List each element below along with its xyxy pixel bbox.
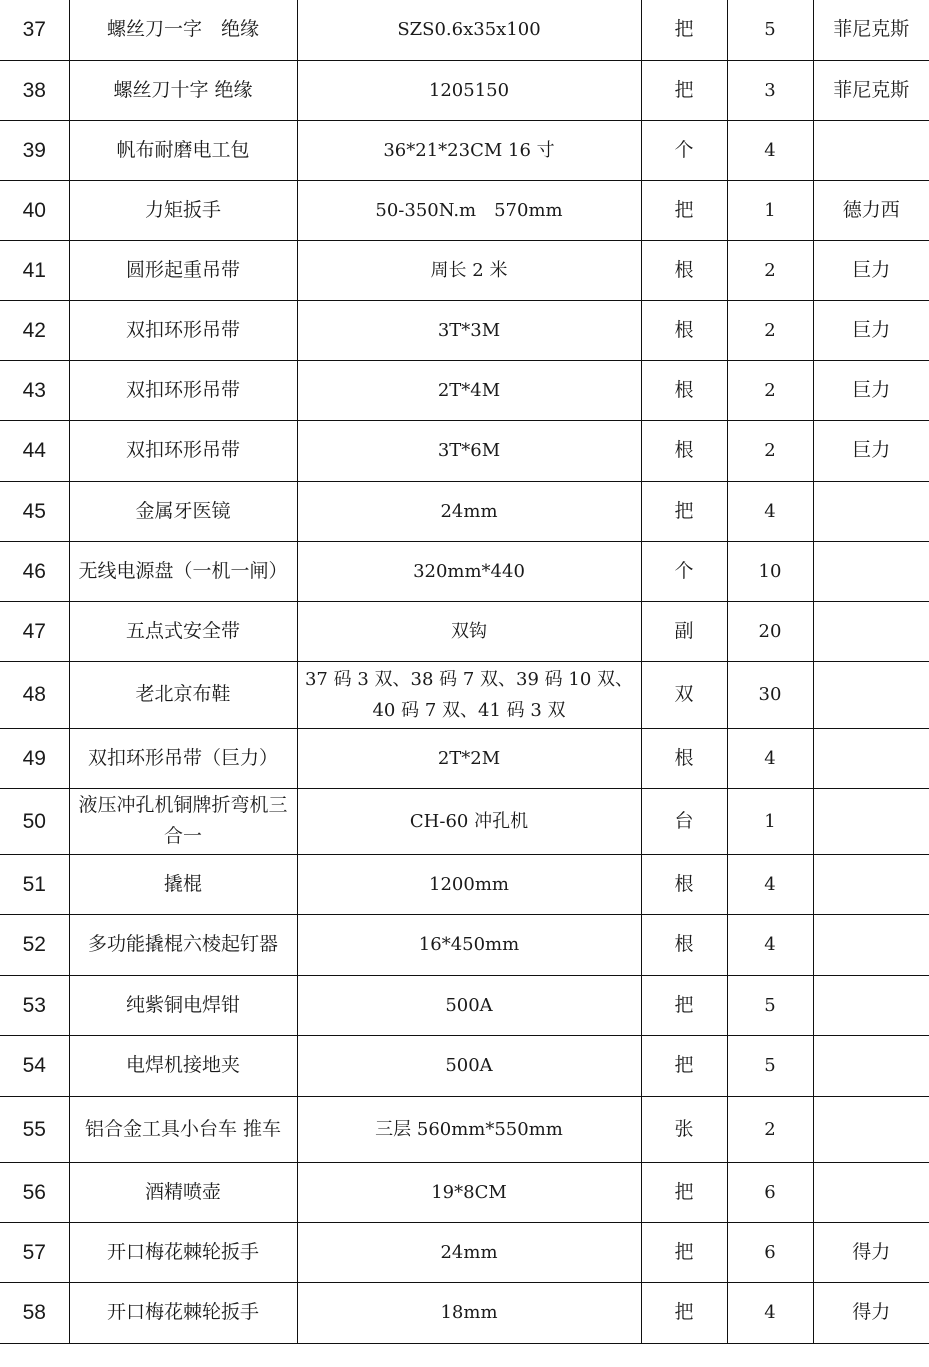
row-number-cell: 45 (0, 481, 69, 541)
table-row (0, 1282, 929, 1343)
item-spec-cell: 37 码 3 双、38 码 7 双、39 码 10 双、40 码 7 双、41 码 3 双 (297, 661, 641, 728)
item-qty-cell: 6 (727, 1162, 813, 1222)
item-qty-cell: 10 (727, 541, 813, 601)
item-brand-cell (813, 914, 929, 975)
item-brand-cell: 巨力 (813, 240, 929, 300)
item-brand-cell (813, 788, 929, 854)
item-unit-cell: 张 (641, 1096, 727, 1162)
item-name-cell: 螺丝刀一字 绝缘 (69, 0, 297, 60)
item-brand-cell (813, 541, 929, 601)
item-unit-cell: 根 (641, 420, 727, 481)
item-unit-cell: 把 (641, 0, 727, 60)
item-name-cell: 纯紫铜电焊钳 (69, 975, 297, 1035)
row-number-cell: 38 (0, 60, 69, 120)
item-unit-cell: 把 (641, 1162, 727, 1222)
row-number-cell: 46 (0, 541, 69, 601)
item-spec-cell: 500A (297, 975, 641, 1035)
item-name-cell: 五点式安全带 (69, 601, 297, 661)
item-qty-cell: 2 (727, 300, 813, 360)
item-brand-cell (813, 854, 929, 914)
item-brand-cell: 菲尼克斯 (813, 60, 929, 120)
table-row (0, 1222, 929, 1282)
item-brand-cell (813, 661, 929, 728)
item-name-cell: 双扣环形吊带 (69, 300, 297, 360)
item-name-cell: 螺丝刀十字 绝缘 (69, 60, 297, 120)
row-number-cell: 37 (0, 0, 69, 60)
item-spec-cell: 3T*6M (297, 420, 641, 481)
table-row (0, 788, 929, 854)
item-unit-cell: 根 (641, 728, 727, 788)
item-name-cell: 电焊机接地夹 (69, 1035, 297, 1096)
item-unit-cell: 把 (641, 481, 727, 541)
item-name-cell: 多功能撬棍六棱起钉器 (69, 914, 297, 975)
item-spec-cell: 周长 2 米 (297, 240, 641, 300)
item-qty-cell: 2 (727, 240, 813, 300)
table-row (0, 180, 929, 240)
item-brand-cell (813, 728, 929, 788)
table-row (0, 60, 929, 120)
item-spec-cell: 1205150 (297, 60, 641, 120)
item-qty-cell: 3 (727, 60, 813, 120)
item-name-cell: 酒精喷壶 (69, 1162, 297, 1222)
table-row (0, 120, 929, 180)
table-row (0, 481, 929, 541)
item-name-cell: 撬棍 (69, 854, 297, 914)
item-spec-cell: 16*450mm (297, 914, 641, 975)
item-unit-cell: 把 (641, 1222, 727, 1282)
item-name-cell: 金属牙医镜 (69, 481, 297, 541)
item-unit-cell: 双 (641, 661, 727, 728)
row-number-cell: 58 (0, 1282, 69, 1343)
table-row (0, 300, 929, 360)
item-brand-cell: 巨力 (813, 300, 929, 360)
item-spec-cell: 三层 560mm*550mm (297, 1096, 641, 1162)
item-brand-cell (813, 1035, 929, 1096)
item-name-cell: 双扣环形吊带 (69, 420, 297, 481)
table-row (0, 601, 929, 661)
item-unit-cell: 根 (641, 854, 727, 914)
item-qty-cell: 2 (727, 420, 813, 481)
row-number-cell: 40 (0, 180, 69, 240)
table-row (0, 1035, 929, 1096)
item-unit-cell: 把 (641, 1282, 727, 1343)
table-row (0, 661, 929, 728)
item-name-cell: 力矩扳手 (69, 180, 297, 240)
item-unit-cell: 把 (641, 975, 727, 1035)
item-qty-cell: 1 (727, 788, 813, 854)
item-name-cell: 液压冲孔机铜牌折弯机三合一 (69, 788, 297, 854)
table-row (0, 240, 929, 300)
row-number-cell: 51 (0, 854, 69, 914)
item-qty-cell: 30 (727, 661, 813, 728)
item-qty-cell: 20 (727, 601, 813, 661)
item-brand-cell (813, 481, 929, 541)
item-spec-cell: 3T*3M (297, 300, 641, 360)
row-number-cell: 55 (0, 1096, 69, 1162)
item-unit-cell: 根 (641, 240, 727, 300)
table-row (0, 360, 929, 420)
item-spec-cell: 18mm (297, 1282, 641, 1343)
item-spec-cell: 36*21*23CM 16 寸 (297, 120, 641, 180)
item-name-cell: 开口梅花棘轮扳手 (69, 1282, 297, 1343)
item-spec-cell: 24mm (297, 481, 641, 541)
row-number-cell: 44 (0, 420, 69, 481)
table-row (0, 1096, 929, 1162)
item-spec-cell: 双钩 (297, 601, 641, 661)
table-row (0, 854, 929, 914)
item-qty-cell: 4 (727, 481, 813, 541)
row-number-cell: 53 (0, 975, 69, 1035)
item-qty-cell: 2 (727, 360, 813, 420)
row-number-cell: 43 (0, 360, 69, 420)
item-spec-cell: 1200mm (297, 854, 641, 914)
item-brand-cell (813, 120, 929, 180)
item-name-cell: 双扣环形吊带 (69, 360, 297, 420)
item-unit-cell: 根 (641, 360, 727, 420)
item-brand-cell (813, 601, 929, 661)
item-name-cell: 帆布耐磨电工包 (69, 120, 297, 180)
item-spec-cell: 24mm (297, 1222, 641, 1282)
table-row (0, 975, 929, 1035)
item-brand-cell (813, 975, 929, 1035)
item-qty-cell: 1 (727, 180, 813, 240)
table-row (0, 914, 929, 975)
row-number-cell: 49 (0, 728, 69, 788)
item-brand-cell (813, 1096, 929, 1162)
table-row (0, 541, 929, 601)
item-brand-cell: 德力西 (813, 180, 929, 240)
item-unit-cell: 把 (641, 180, 727, 240)
row-number-cell: 52 (0, 914, 69, 975)
item-unit-cell: 根 (641, 914, 727, 975)
item-name-cell: 铝合金工具小台车 推车 (69, 1096, 297, 1162)
item-unit-cell: 根 (641, 300, 727, 360)
item-qty-cell: 4 (727, 120, 813, 180)
row-number-cell: 39 (0, 120, 69, 180)
item-spec-cell: 320mm*440 (297, 541, 641, 601)
item-unit-cell: 把 (641, 1035, 727, 1096)
item-qty-cell: 5 (727, 975, 813, 1035)
item-spec-cell: 500A (297, 1035, 641, 1096)
item-brand-cell: 巨力 (813, 420, 929, 481)
row-number-cell: 48 (0, 661, 69, 728)
item-unit-cell: 副 (641, 601, 727, 661)
item-name-cell: 无线电源盘（一机一闸） (69, 541, 297, 601)
table-row (0, 1162, 929, 1222)
item-spec-cell: 50-350N.m 570mm (297, 180, 641, 240)
item-name-cell: 圆形起重吊带 (69, 240, 297, 300)
item-spec-cell: 2T*2M (297, 728, 641, 788)
item-qty-cell: 5 (727, 0, 813, 60)
item-unit-cell: 台 (641, 788, 727, 854)
item-qty-cell: 4 (727, 1282, 813, 1343)
row-number-cell: 56 (0, 1162, 69, 1222)
item-name-cell: 双扣环形吊带（巨力） (69, 728, 297, 788)
item-name-cell: 开口梅花棘轮扳手 (69, 1222, 297, 1282)
item-qty-cell: 4 (727, 914, 813, 975)
item-brand-cell: 得力 (813, 1222, 929, 1282)
row-number-cell: 54 (0, 1035, 69, 1096)
item-qty-cell: 5 (727, 1035, 813, 1096)
item-unit-cell: 个 (641, 541, 727, 601)
table-row (0, 728, 929, 788)
row-number-cell: 42 (0, 300, 69, 360)
item-brand-cell: 得力 (813, 1282, 929, 1343)
item-spec-cell: 19*8CM (297, 1162, 641, 1222)
item-brand-cell: 巨力 (813, 360, 929, 420)
item-brand-cell: 菲尼克斯 (813, 0, 929, 60)
row-number-cell: 41 (0, 240, 69, 300)
table-row (0, 420, 929, 481)
item-brand-cell (813, 1162, 929, 1222)
row-number-cell: 50 (0, 788, 69, 854)
item-spec-cell: SZS0.6x35x100 (297, 0, 641, 60)
item-spec-cell: CH-60 冲孔机 (297, 788, 641, 854)
item-qty-cell: 6 (727, 1222, 813, 1282)
item-qty-cell: 4 (727, 728, 813, 788)
item-name-cell: 老北京布鞋 (69, 661, 297, 728)
item-unit-cell: 个 (641, 120, 727, 180)
row-number-cell: 57 (0, 1222, 69, 1282)
item-qty-cell: 2 (727, 1096, 813, 1162)
item-spec-cell: 2T*4M (297, 360, 641, 420)
item-unit-cell: 把 (641, 60, 727, 120)
item-qty-cell: 4 (727, 854, 813, 914)
row-number-cell: 47 (0, 601, 69, 661)
table-row (0, 0, 929, 60)
